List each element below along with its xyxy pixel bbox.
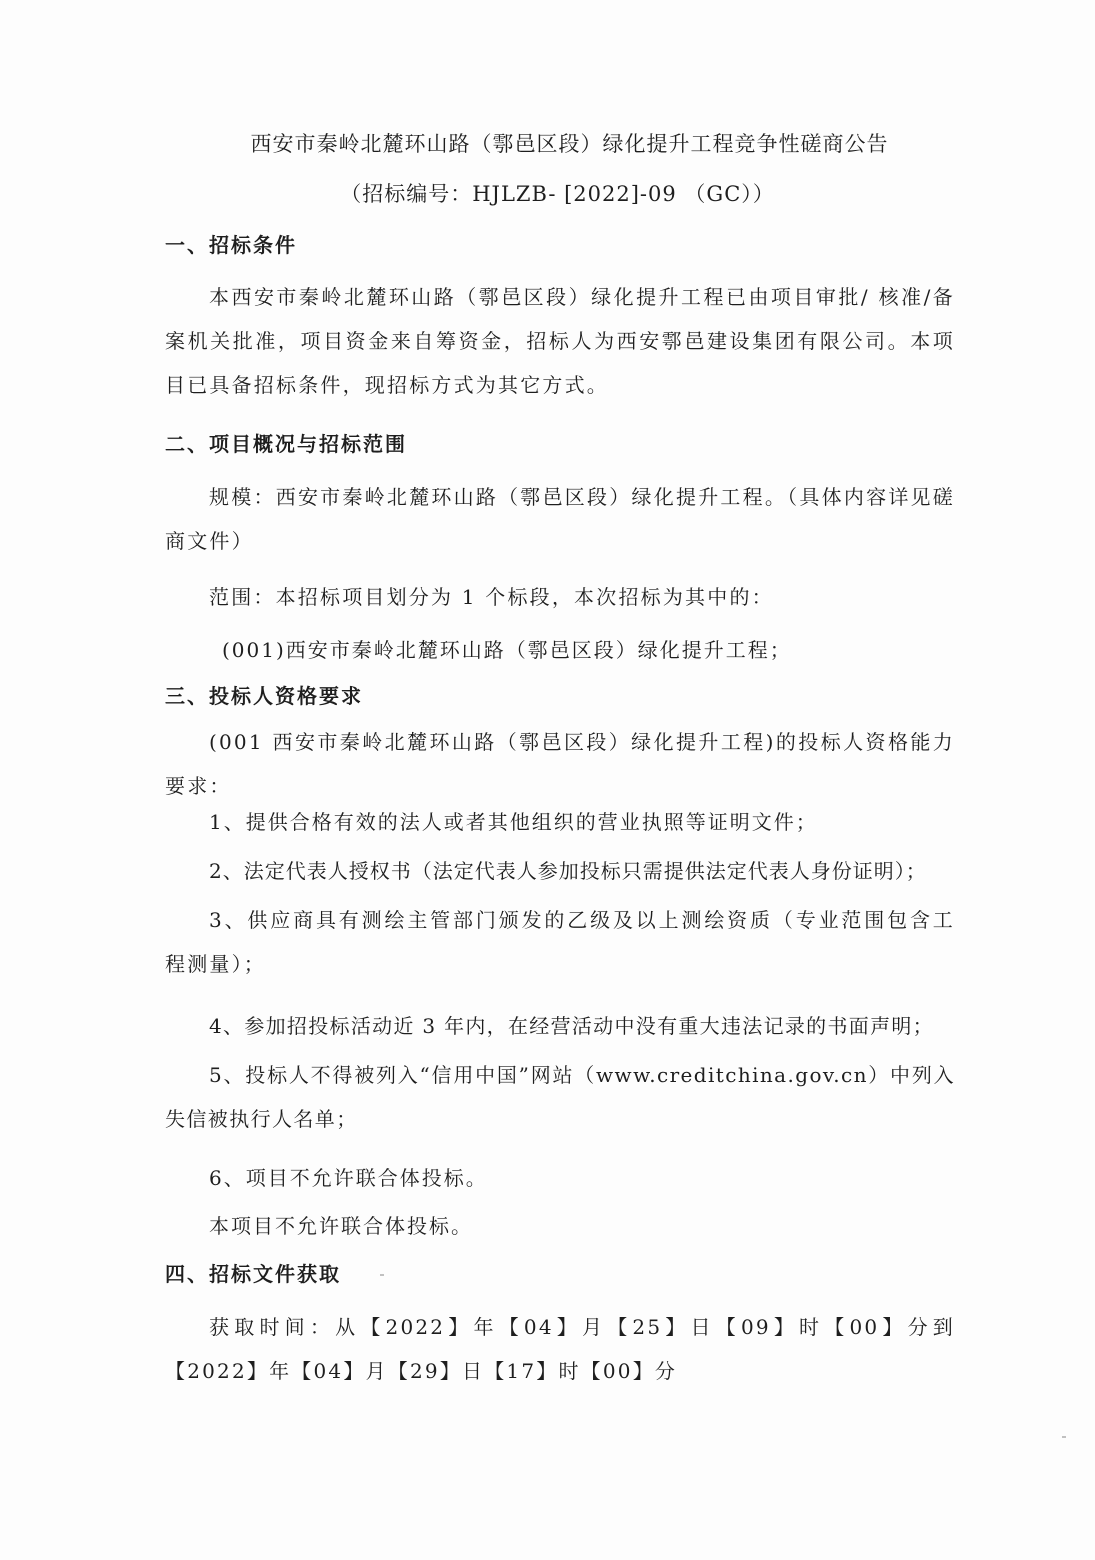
section-heading-project-overview: 二、项目概况与招标范围 — [165, 432, 407, 456]
scan-speck — [380, 1274, 384, 1276]
section-heading-bidding-conditions: 一、招标条件 — [165, 233, 297, 257]
qualification-intro-paragraph: (001 西安市秦岭北麓环山路（鄠邑区段）绿化提升工程)的投标人资格能力要求： — [165, 730, 955, 798]
scan-speck — [1062, 1436, 1066, 1438]
lot-001-line: (001)西安市秦岭北麓环山路（鄠邑区段）绿化提升工程； — [222, 638, 792, 662]
qualification-item-1: 1、提供合格有效的法人或者其他组织的营业执照等证明文件； — [209, 810, 818, 834]
qualification-item-3: 3、供应商具有测绘主管部门颁发的乙级及以上测绘资质（专业范围包含工程测量）； — [165, 908, 955, 976]
project-range-paragraph: 范围：本招标项目划分为 1 个标段，本次招标为其中的： — [209, 585, 774, 609]
qualification-item-2: 2、法定代表人授权书（法定代表人参加投标只需提供法定代表人身份证明）； — [209, 859, 927, 883]
document-title: 西安市秦岭北麓环山路（鄠邑区段）绿化提升工程竞争性磋商公告 — [250, 132, 889, 156]
section-heading-bidder-qualifications: 三、投标人资格要求 — [165, 684, 363, 708]
acquisition-time-paragraph: 获取时间：从【2022】年【04】月【25】日【09】时【00】分到【2022】年【04】月【29】日【17】时【00】分 — [165, 1315, 955, 1383]
tender-number: （招标编号：HJLZB- [2022]-09 （GC）） — [340, 182, 775, 206]
qualification-item-4: 4、参加招投标活动近 3 年内，在经营活动中没有重大违法记录的书面声明； — [209, 1014, 934, 1038]
bidding-conditions-paragraph: 本西安市秦岭北麓环山路（鄠邑区段）绿化提升工程已由项目审批/ 核准/备案机关批准，项目资金来自筹资金，招标人为西安鄠邑建设集团有限公司。本项目已具备招标条件，现招标方式为其它方式。 — [165, 285, 955, 397]
qualification-item-6: 6、项目不允许联合体投标。 — [209, 1166, 488, 1190]
project-scale-paragraph: 规模：西安市秦岭北麓环山路（鄠邑区段）绿化提升工程。（具体内容详见磋商文件） — [165, 485, 955, 553]
qualification-item-5: 5、投标人不得被列入“信用中国”网站（www.creditchina.gov.cn）中列入失信被执行人名单； — [165, 1063, 955, 1131]
consortium-note: 本项目不允许联合体投标。 — [209, 1214, 473, 1238]
section-heading-document-acquisition: 四、招标文件获取 — [165, 1262, 341, 1286]
